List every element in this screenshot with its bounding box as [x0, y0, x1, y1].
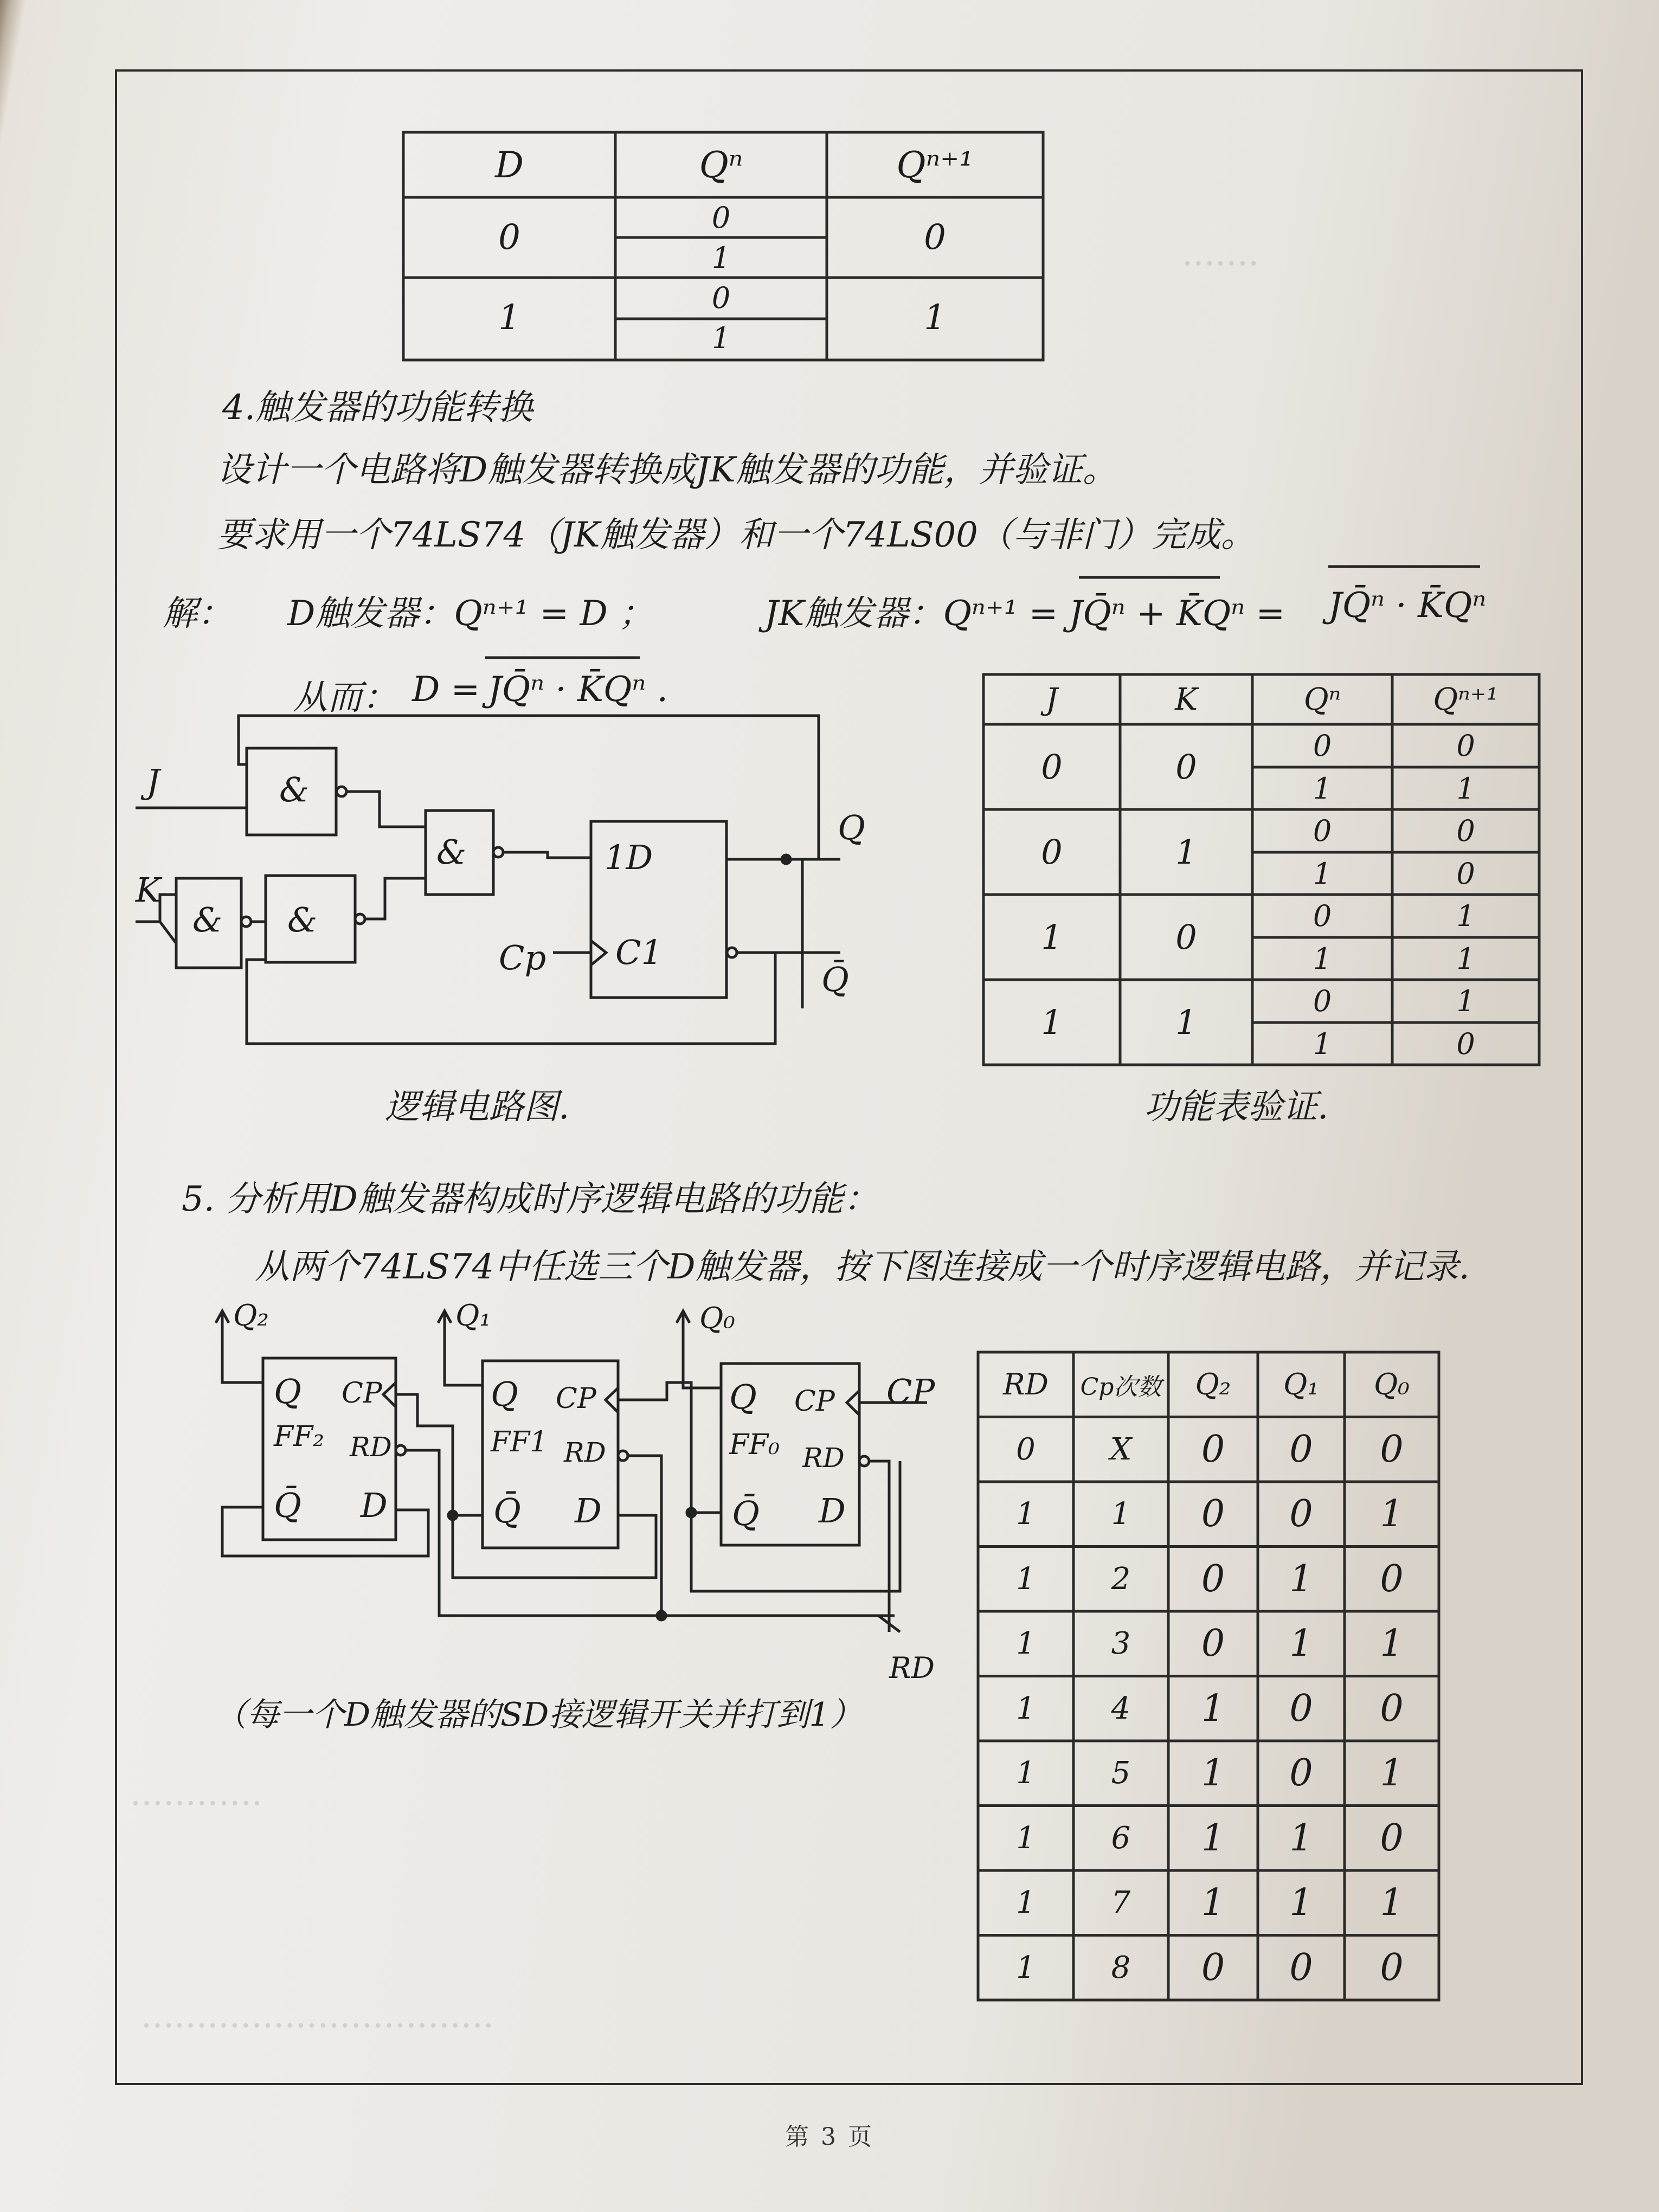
counter-table-cell: 0 [1289, 1687, 1313, 1730]
jk-table-qn-cell: 1 [1313, 1027, 1332, 1061]
d-expression-overbar [483, 648, 645, 670]
jk-table-qn1-cell: 1 [1456, 984, 1475, 1018]
counter-table-cell: 0 [1289, 1752, 1313, 1795]
circuit1-gate4-symbol: & [436, 832, 467, 872]
counter-table-cell: 1 [1380, 1881, 1404, 1925]
counter-table-header: Q₁ [1283, 1367, 1319, 1402]
show-through-3: ································ [141, 2006, 494, 2046]
ff0-name-label: FF₀ [729, 1429, 780, 1461]
counter-table-cell: 1 [1016, 1756, 1036, 1791]
ff0-qbar-label: Q̄ [732, 1494, 760, 1533]
jk-table-k-cell: 1 [1175, 832, 1197, 872]
d-table-qn-cell: 0 [711, 200, 731, 235]
ff1-output-label: Q₁ [455, 1298, 491, 1333]
counter-table-cell: 1 [1380, 1752, 1404, 1795]
circuit1-input-k: K [136, 870, 161, 910]
counter-table-cell: 4 [1111, 1690, 1131, 1726]
ff1-cp-label: CP [556, 1382, 596, 1415]
jk-table-qn1-cell: 0 [1456, 857, 1475, 891]
counter-table-cell: 0 [1380, 1687, 1404, 1730]
jk-table-header: Qⁿ⁺¹ [1433, 681, 1499, 717]
section4-title: 4.触发器的功能转换 [222, 388, 533, 428]
counter-table-cell: 1 [1289, 1622, 1313, 1666]
counter-table-cell: 1 [1289, 1816, 1313, 1860]
counter-table-cell: 0 [1289, 1946, 1313, 1989]
counter-table-header: Q₂ [1195, 1367, 1231, 1402]
counter-table-cell: 0 [1201, 1557, 1225, 1600]
jk-table-qn-cell: 0 [1313, 729, 1332, 763]
counter-table-header: Q₀ [1374, 1367, 1410, 1402]
counter-table-cell: 1 [1016, 1820, 1036, 1856]
jk-table-qn1-cell: 1 [1456, 899, 1475, 933]
jk-table-qn1-cell: 1 [1456, 942, 1475, 976]
circuit1-caption: 逻辑电路图. [385, 1087, 570, 1127]
jk-equation-left: JK触发器：Qⁿ⁺¹ = JQ̄ⁿ + K̄Qⁿ = [764, 594, 1285, 634]
counter-table-cell: 1 [1380, 1493, 1404, 1536]
d-table-qn1-cell: 1 [924, 298, 946, 338]
jk-table-j-cell: 1 [1041, 917, 1063, 957]
ff1-qbar-label: Q̄ [493, 1491, 521, 1531]
ff2-rd-label: RD [350, 1431, 392, 1463]
circuit1-gate3-symbol: & [287, 900, 318, 940]
counter-table-cell: 6 [1111, 1820, 1131, 1856]
jk-table-caption: 功能表验证. [1144, 1087, 1329, 1127]
cp-input-label: CP [886, 1372, 935, 1411]
counter-table-cell: 1 [1016, 1885, 1036, 1921]
counter-table-cell: 0 [1016, 1431, 1036, 1467]
d-table-header: D [495, 144, 524, 186]
jk-table-qn-cell: 1 [1313, 771, 1332, 806]
counter-table-cell: 0 [1289, 1427, 1313, 1471]
therefore-label: 从而： [293, 678, 397, 718]
show-through-1: ······· [1182, 244, 1259, 284]
d-expression-right: JQ̄ⁿ · K̄Qⁿ . [488, 670, 668, 710]
jk-table-k-cell: 1 [1175, 1002, 1197, 1042]
circuit1-cp-label: Cp [499, 938, 546, 978]
counter-table-cell: 1 [1289, 1881, 1313, 1925]
jk-table-k-cell: 0 [1175, 917, 1197, 957]
counter-table-header: Cp次数 [1080, 1373, 1162, 1401]
jk-table-k-cell: 0 [1175, 747, 1197, 787]
circuit1-gate2-symbol: & [192, 900, 223, 940]
counter-table-cell: 1 [1016, 1626, 1036, 1662]
section4-line1: 设计一个电路将D触发器转换成JK触发器的功能，并验证。 [217, 450, 1117, 490]
ff0-cp-label: CP [794, 1385, 835, 1418]
circuit1-input-j: J [146, 762, 160, 801]
counter-table-cell: 1 [1016, 1496, 1036, 1532]
jk-table-j-cell: 1 [1041, 1002, 1063, 1042]
counter-table-cell: 1 [1201, 1687, 1225, 1730]
section5-title: 5. 分析用D触发器构成时序逻辑电路的功能： [182, 1179, 878, 1219]
counter-table-cell: 1 [1201, 1752, 1225, 1795]
jk-table-qn-cell: 0 [1313, 899, 1332, 933]
counter-table-header: RD [1003, 1367, 1049, 1402]
d-expression-left: D = [412, 670, 480, 710]
jk-table-qn1-cell: 0 [1456, 814, 1475, 848]
counter-table-cell: 1 [1111, 1496, 1131, 1532]
ff1-rd-label: RD [564, 1437, 606, 1468]
d-table-qn1-cell: 0 [924, 217, 946, 258]
counter-table-cell: 1 [1380, 1622, 1404, 1666]
jk-table-j-cell: 0 [1041, 832, 1063, 872]
ff0-d-label: D [819, 1491, 846, 1531]
jk-table-qn-cell: 1 [1313, 942, 1332, 976]
counter-table-cell: 8 [1111, 1950, 1131, 1985]
d-table-d-cell: 0 [498, 217, 520, 258]
jk-table-header: J [1045, 681, 1058, 717]
counter-table-cell: 1 [1016, 1950, 1036, 1985]
ff2-name-label: FF₂ [274, 1420, 325, 1453]
jk-table-qn1-cell: 0 [1456, 1027, 1475, 1061]
d-table-qn-cell: 1 [711, 240, 731, 275]
jk-equation-right: JQ̄ⁿ · K̄Qⁿ [1328, 586, 1487, 626]
counter-table-cell: 5 [1111, 1756, 1131, 1791]
d-table-header: Qⁿ [699, 144, 743, 186]
counter-table-cell: 1 [1016, 1561, 1036, 1597]
ff2-cp-label: CP [342, 1377, 382, 1410]
counter-table-cell: 0 [1380, 1427, 1404, 1471]
ff0-q-label: Q [729, 1377, 757, 1417]
circuit2-note: （每一个D触发器的SD接逻辑开关并打到1） [214, 1696, 863, 1734]
d-table-qn-cell: 1 [711, 320, 731, 355]
counter-table-cell: X [1110, 1431, 1132, 1467]
counter-table-cell: 1 [1016, 1690, 1036, 1726]
counter-table-cell: 0 [1201, 1493, 1225, 1536]
solution-prefix: 解： [163, 594, 232, 634]
jk-table-qn-cell: 0 [1313, 984, 1332, 1018]
circuit1-q-label: Q [838, 808, 865, 847]
counter-table-cell: 0 [1201, 1946, 1225, 1989]
ff1-name-label: FF1 [491, 1426, 548, 1458]
page-number: 第 3 页 [785, 2123, 874, 2151]
circuit1-qbar-label: Q̄ [821, 960, 849, 999]
counter-table-cell: 0 [1380, 1557, 1404, 1600]
counter-table-cell: 0 [1289, 1493, 1313, 1536]
ff0-rd-label: RD [802, 1442, 845, 1474]
ff2-d-label: D [361, 1486, 388, 1525]
counter-table-cell: 3 [1111, 1626, 1131, 1662]
circuit1-gate1-symbol: & [279, 770, 310, 809]
ff2-output-label: Q₂ [233, 1298, 269, 1333]
counter-table-cell: 0 [1201, 1427, 1225, 1471]
jk-table-header: Qⁿ [1303, 681, 1341, 717]
circuit1-ff-d-pin: 1D [605, 838, 653, 877]
jk-overbars [1057, 556, 1491, 588]
d-equation: D触发器：Qⁿ⁺¹ = D ； [287, 594, 654, 634]
jk-table-header: K [1175, 681, 1198, 717]
rd-input-label: RD [889, 1651, 935, 1685]
ff0-output-label: Q₀ [699, 1301, 735, 1335]
counter-table-cell: 2 [1111, 1561, 1131, 1597]
jk-conversion-circuit [130, 705, 900, 1084]
d-table-qn-cell: 0 [711, 280, 731, 315]
jk-table-qn1-cell: 1 [1456, 771, 1475, 806]
jk-table-j-cell: 0 [1041, 747, 1063, 787]
jk-table-qn1-cell: 0 [1456, 729, 1475, 763]
counter-table-cell: 1 [1201, 1816, 1225, 1860]
circuit1-ff-clk-pin: C1 [615, 933, 663, 972]
ff1-q-label: Q [491, 1374, 518, 1414]
d-table-header: Qⁿ⁺¹ [896, 144, 974, 186]
show-through-2: ············ [130, 1784, 263, 1824]
counter-table-cell: 0 [1201, 1622, 1225, 1666]
ff1-d-label: D [575, 1491, 602, 1531]
jk-table-qn-cell: 0 [1313, 814, 1332, 848]
ff2-qbar-label: Q̄ [274, 1486, 301, 1525]
counter-table-cell: 7 [1111, 1885, 1131, 1921]
section4-line2: 要求用一个74LS74（JK触发器）和一个74LS00（与非门）完成。 [217, 515, 1256, 555]
section5-line1: 从两个74LS74中任选三个D触发器，按下图连接成一个时序逻辑电路，并记录. [255, 1247, 1470, 1287]
counter-table-cell: 1 [1289, 1557, 1313, 1600]
ff2-q-label: Q [274, 1372, 301, 1411]
counter-table-cell: 1 [1201, 1881, 1225, 1925]
jk-table-qn-cell: 1 [1313, 857, 1332, 891]
counter-table-cell: 0 [1380, 1816, 1404, 1860]
d-table-d-cell: 1 [498, 298, 520, 338]
counter-table-cell: 0 [1380, 1946, 1404, 1989]
